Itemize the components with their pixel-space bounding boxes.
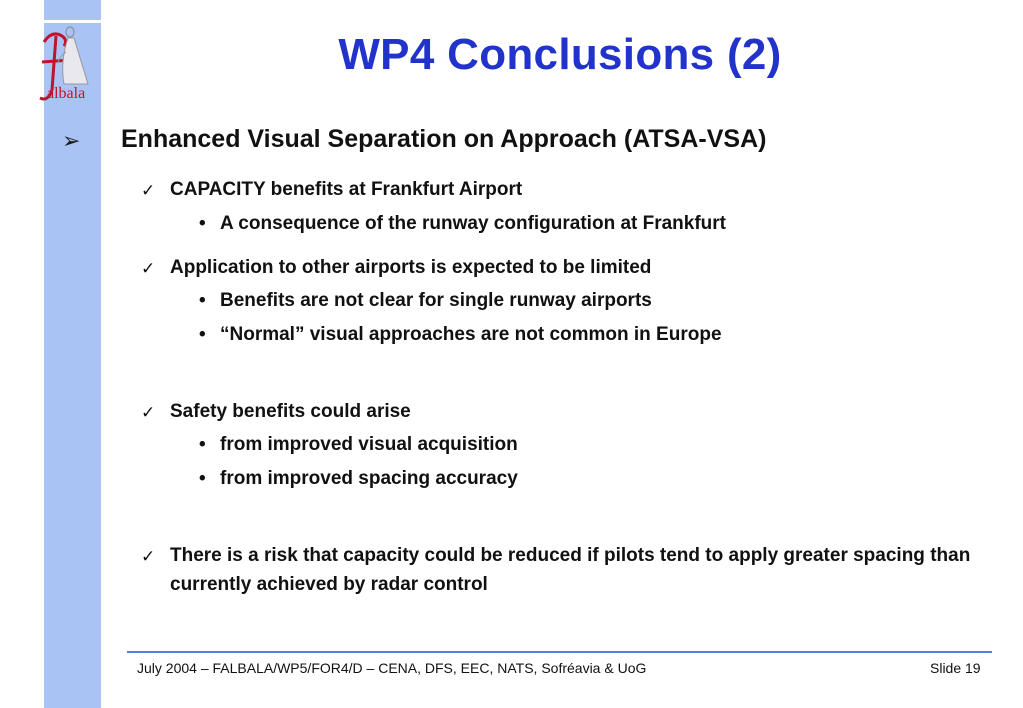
list-item: CAPACITY benefits at Frankfurt Airport: [170, 179, 523, 200]
footer-citation: July 2004 – FALBALA/WP5/FOR4/D – CENA, DFS, EEC, NATS, Sofréavia & UoG: [137, 660, 647, 676]
page-title: WP4 Conclusions (2): [338, 30, 782, 79]
logo-text: albala: [47, 85, 86, 102]
list-subitem: Benefits are not clear for single runway airports: [220, 290, 652, 311]
bullet-icon: •: [199, 468, 206, 489]
checkmark-icon: ✓: [141, 181, 156, 200]
bullet-icon: •: [199, 290, 206, 311]
checkmark-icon: ✓: [141, 547, 156, 566]
list-subitem: “Normal” visual approaches are not common in Europe: [220, 324, 722, 345]
bullet-icon: •: [199, 434, 206, 455]
list-item: Safety benefits could arise: [170, 401, 411, 422]
bullet-icon: •: [199, 213, 206, 234]
footer-rule: [127, 651, 992, 653]
arrow-bullet-icon: ➢: [62, 128, 81, 153]
bullet-icon: •: [199, 324, 206, 345]
checkmark-icon: ✓: [141, 259, 156, 278]
slide-number: Slide 19: [930, 660, 981, 676]
list-item: There is a risk that capacity could be reduced if pilots tend to apply greater spacing than currently achieved by radar control: [170, 545, 971, 595]
list-subitem: A consequence of the runway configuration at Frankfurt: [220, 213, 727, 234]
list-item: Application to other airports is expected to be limited: [170, 257, 652, 278]
list-subitem: from improved spacing accuracy: [220, 468, 518, 489]
checkmark-icon: ✓: [141, 403, 156, 422]
section-heading: Enhanced Visual Separation on Approach (ATSA-VSA): [121, 125, 767, 153]
list-subitem: from improved visual acquisition: [220, 434, 518, 455]
